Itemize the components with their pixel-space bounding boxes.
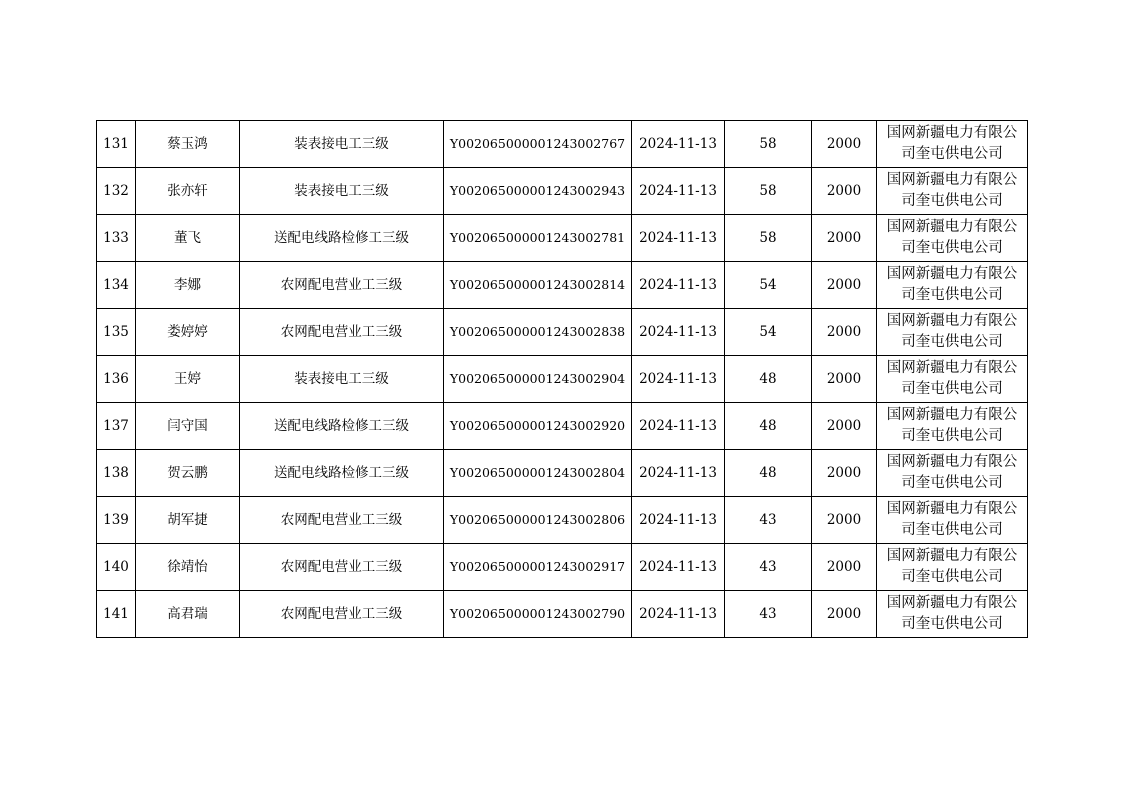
cell-score: 58 (725, 121, 812, 168)
table-row (97, 262, 1028, 309)
cell-date: 2024-11-13 (632, 450, 725, 497)
cell-job-title: 装表接电工三级 (240, 356, 444, 403)
cell-organization: 国网新疆电力有限公司奎屯供电公司 (877, 356, 1028, 403)
cell-person-name: 李娜 (136, 262, 240, 309)
cell-score: 48 (725, 403, 812, 450)
cell-job-title: 农网配电营业工三级 (240, 262, 444, 309)
cell-date: 2024-11-13 (632, 544, 725, 591)
cell-amount: 2000 (812, 544, 877, 591)
cell-score: 43 (725, 497, 812, 544)
cell-date: 2024-11-13 (632, 309, 725, 356)
cell-amount: 2000 (812, 356, 877, 403)
cell-person-name: 闫守国 (136, 403, 240, 450)
cell-date: 2024-11-13 (632, 121, 725, 168)
cell-serial-number: 141 (97, 591, 136, 638)
cell-job-title: 装表接电工三级 (240, 121, 444, 168)
cell-person-name: 蔡玉鸿 (136, 121, 240, 168)
cell-serial-number: 135 (97, 309, 136, 356)
cell-organization: 国网新疆电力有限公司奎屯供电公司 (877, 309, 1028, 356)
cell-date: 2024-11-13 (632, 168, 725, 215)
cell-job-title: 送配电线路检修工三级 (240, 450, 444, 497)
cell-date: 2024-11-13 (632, 262, 725, 309)
cell-job-title: 农网配电营业工三级 (240, 591, 444, 638)
cell-date: 2024-11-13 (632, 497, 725, 544)
cell-score: 58 (725, 215, 812, 262)
cell-person-name: 董飞 (136, 215, 240, 262)
cell-serial-number: 140 (97, 544, 136, 591)
cell-job-title: 送配电线路检修工三级 (240, 215, 444, 262)
cell-certificate-number: Y002065000001243002781 (444, 215, 632, 262)
cell-amount: 2000 (812, 121, 877, 168)
cell-date: 2024-11-13 (632, 403, 725, 450)
cell-organization: 国网新疆电力有限公司奎屯供电公司 (877, 262, 1028, 309)
cell-organization: 国网新疆电力有限公司奎屯供电公司 (877, 168, 1028, 215)
cell-score: 54 (725, 262, 812, 309)
cell-certificate-number: Y002065000001243002814 (444, 262, 632, 309)
table-row (97, 168, 1028, 215)
cell-amount: 2000 (812, 591, 877, 638)
cell-certificate-number: Y002065000001243002904 (444, 356, 632, 403)
table-row (97, 356, 1028, 403)
cell-certificate-number: Y002065000001243002790 (444, 591, 632, 638)
cell-amount: 2000 (812, 215, 877, 262)
cell-person-name: 娄婷婷 (136, 309, 240, 356)
cell-date: 2024-11-13 (632, 215, 725, 262)
cell-score: 48 (725, 356, 812, 403)
cell-certificate-number: Y002065000001243002917 (444, 544, 632, 591)
cell-score: 54 (725, 309, 812, 356)
cell-person-name: 徐靖怡 (136, 544, 240, 591)
cell-job-title: 农网配电营业工三级 (240, 309, 444, 356)
cell-certificate-number: Y002065000001243002804 (444, 450, 632, 497)
cell-date: 2024-11-13 (632, 356, 725, 403)
cell-date: 2024-11-13 (632, 591, 725, 638)
cell-amount: 2000 (812, 403, 877, 450)
cell-score: 48 (725, 450, 812, 497)
table-row (97, 215, 1028, 262)
table-row (97, 121, 1028, 168)
cell-certificate-number: Y002065000001243002920 (444, 403, 632, 450)
cell-amount: 2000 (812, 309, 877, 356)
table-row (97, 309, 1028, 356)
cell-score: 58 (725, 168, 812, 215)
cell-job-title: 农网配电营业工三级 (240, 544, 444, 591)
cell-person-name: 张亦轩 (136, 168, 240, 215)
cell-organization: 国网新疆电力有限公司奎屯供电公司 (877, 121, 1028, 168)
cell-job-title: 装表接电工三级 (240, 168, 444, 215)
cell-score: 43 (725, 544, 812, 591)
cell-person-name: 王婷 (136, 356, 240, 403)
table-row (97, 450, 1028, 497)
cell-certificate-number: Y002065000001243002767 (444, 121, 632, 168)
cell-organization: 国网新疆电力有限公司奎屯供电公司 (877, 215, 1028, 262)
table-body (97, 121, 1028, 638)
table-row (97, 403, 1028, 450)
cell-organization: 国网新疆电力有限公司奎屯供电公司 (877, 450, 1028, 497)
cell-person-name: 高君瑞 (136, 591, 240, 638)
cell-serial-number: 137 (97, 403, 136, 450)
cell-serial-number: 134 (97, 262, 136, 309)
cell-organization: 国网新疆电力有限公司奎屯供电公司 (877, 591, 1028, 638)
table-row (97, 591, 1028, 638)
cell-serial-number: 136 (97, 356, 136, 403)
cell-serial-number: 139 (97, 497, 136, 544)
certificate-table (96, 120, 1028, 638)
cell-job-title: 农网配电营业工三级 (240, 497, 444, 544)
cell-amount: 2000 (812, 450, 877, 497)
cell-job-title: 送配电线路检修工三级 (240, 403, 444, 450)
cell-organization: 国网新疆电力有限公司奎屯供电公司 (877, 544, 1028, 591)
cell-certificate-number: Y002065000001243002806 (444, 497, 632, 544)
cell-certificate-number: Y002065000001243002943 (444, 168, 632, 215)
cell-amount: 2000 (812, 262, 877, 309)
cell-serial-number: 133 (97, 215, 136, 262)
cell-serial-number: 131 (97, 121, 136, 168)
cell-amount: 2000 (812, 168, 877, 215)
cell-score: 43 (725, 591, 812, 638)
cell-organization: 国网新疆电力有限公司奎屯供电公司 (877, 497, 1028, 544)
table-row (97, 497, 1028, 544)
cell-person-name: 胡军捷 (136, 497, 240, 544)
cell-amount: 2000 (812, 497, 877, 544)
cell-certificate-number: Y002065000001243002838 (444, 309, 632, 356)
cell-person-name: 贺云鹏 (136, 450, 240, 497)
cell-serial-number: 138 (97, 450, 136, 497)
table-row (97, 544, 1028, 591)
cell-serial-number: 132 (97, 168, 136, 215)
cell-organization: 国网新疆电力有限公司奎屯供电公司 (877, 403, 1028, 450)
